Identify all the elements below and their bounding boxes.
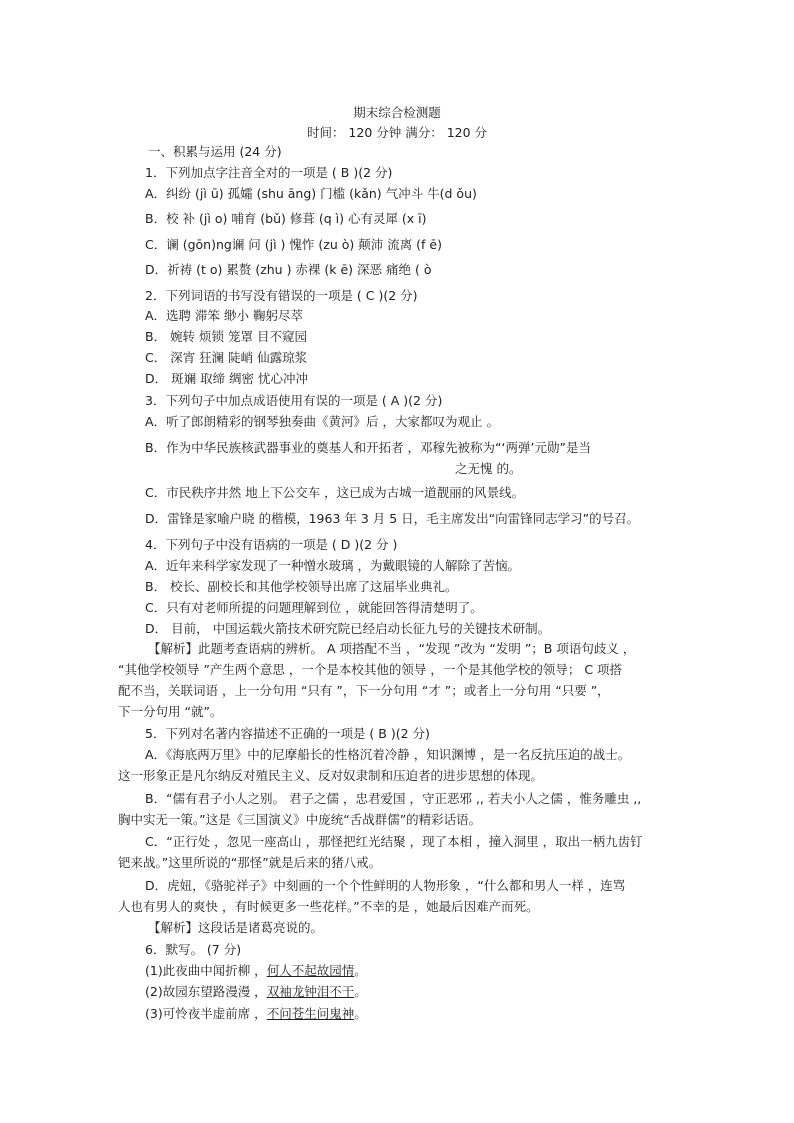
q3-option-c: C．市民秩序井然 地上下公交车 ，这已成为古城一道靓丽的风景线。 bbox=[145, 485, 525, 500]
q6-line-3-answer: 不问苍生问鬼神 bbox=[266, 1006, 355, 1021]
q3-option-d: D．雷锋是家喻户晓 的楷模，1963 年 3 月 5 日，毛主席发出“向雷锋同志学习”的号召。 bbox=[145, 511, 640, 526]
q3-option-a: A．听了郎朗精彩的钢琴独奏曲《黄河》后 ，大家都叹为观止 。 bbox=[145, 414, 499, 429]
exam-time-score: 时间： 120 分钟 满分： 120 分 bbox=[306, 125, 488, 140]
exam-title: 期末综合检测题 bbox=[353, 105, 441, 120]
q4-analysis-3: 配不当，关联词语 ，上一分句用 “只有 ”，下一分句用 “才 ”；或者上一分句用 “只要 ”， bbox=[118, 683, 610, 698]
q1-option-a: A．纠纷 (jì ū) 孤孀 (shu āng) 门槛 (kǎn) 气冲斗 牛(d ǒu) bbox=[145, 186, 477, 201]
q4-option-c: C．只有对老师所提的问题理解到位 ，就能回答得清楚明了。 bbox=[145, 600, 483, 615]
q5-option-c: C．“正行处 ，忽见一座高山 ，那怪把红光结聚 ，现了本相 ，撞入洞里 ，取出一柄九齿钉 bbox=[145, 834, 643, 849]
q4-option-a: A．近年来科学家发现了一种憎水玻璃 ，为戴眼镜的人解除了苦恼。 bbox=[145, 558, 521, 573]
q5-option-b: B．“儒有君子小人之别。 君子之儒 ，忠君爱国 ，守正恶邪 ,, 若夫小人之儒 ，惟务雕虫 ,, bbox=[145, 791, 642, 806]
q6-line-2 bbox=[145, 984, 367, 1000]
question-4-stem: 4．下列句子中没有语病的一项是 ( D )(2 分 ) bbox=[145, 537, 398, 552]
q6-line-3-end: 。 bbox=[354, 1006, 367, 1021]
q5-option-c-cont: 钯来战。”这里所说的“那怪”就是后来的猪八戒。 bbox=[118, 855, 382, 870]
q4-analysis-4: 下一分句用 “就”。 bbox=[118, 704, 223, 719]
q2-option-b: B． 婉转 烦锁 笼罩 目不窥园 bbox=[145, 329, 307, 344]
q3-option-b: B．作为中华民族核武器事业的奠基人和开拓者 ，邓稼先被称为“‘两弹’元勋”是当 bbox=[145, 440, 591, 455]
q6-line-2-prompt: (2)故园东望路漫漫 ， bbox=[145, 984, 267, 999]
q3-option-b-cont: 之无愧 的。 bbox=[455, 461, 522, 476]
question-2-stem: 2．下列词语的书写没有错误的一项是 ( C )(2 分) bbox=[145, 288, 418, 303]
q5-option-d: D．虎妞，《骆驼祥子》中刻画的一个个性鲜明的人物形象 ，“什么都和男人一样 ，连骂 bbox=[145, 878, 626, 893]
question-3-stem: 3．下列句子中加点成语使用有误的一项是 ( A )(2 分) bbox=[145, 393, 443, 408]
q6-line-1-end: 。 bbox=[354, 963, 367, 978]
q6-line-3-prompt: (3)可怜夜半虚前席 ， bbox=[145, 1006, 267, 1021]
q1-option-b: B．校 补 (jì o) 哺育 (bǔ) 修葺 (q ì) 心有灵犀 (x ī) bbox=[145, 211, 427, 226]
q2-option-d: D． 斑斓 取缔 绸密 忧心冲冲 bbox=[145, 371, 309, 386]
q1-option-d: D．祈祷 (t o) 累赘 (zhu ) 赤裸 (k ē) 深恶 痛绝 ( ò bbox=[145, 262, 432, 277]
q1-option-c: C．谰 (gōn)ng谰 问 (jì ) 愧怍 (zu ò) 颠沛 流离 (f ē) bbox=[145, 237, 442, 252]
q4-option-d: D． 目前， 中国运载火箭技术研究院已经启动长征九号的关键技术研制。 bbox=[145, 621, 551, 636]
q6-line-2-answer: 双袖龙钟泪不干 bbox=[266, 984, 355, 999]
question-5-stem: 5．下列对名著内容描述不正确的一项是 ( B )(2 分) bbox=[145, 726, 430, 741]
q2-option-c: C． 深宵 狂澜 陡峭 仙露琼浆 bbox=[145, 350, 308, 365]
q6-line-3 bbox=[145, 1006, 367, 1022]
q4-analysis-2: “其他学校领导 ”产生两个意思 ，一个是本校其他的领导 ，一个是其他学校的领导； C 项搭 bbox=[118, 662, 623, 677]
q5-option-b-cont: 胸中实无一策。”这是《三国演义》中庞统“舌战群儒”的精彩话语。 bbox=[118, 812, 482, 827]
q5-option-d-cont: 人也有男人的爽快 ，有时候更多一些花样。”不幸的是 ，她最后因难产而死。 bbox=[118, 899, 539, 914]
q6-line-2-end: 。 bbox=[354, 984, 367, 999]
q6-line-1 bbox=[145, 963, 367, 979]
q5-option-a-cont: 这一形象正是凡尔纳反对殖民主义、反对奴隶制和压迫者的进步思想的体现。 bbox=[118, 768, 544, 783]
question-1-stem bbox=[145, 165, 392, 181]
q6-line-1-prompt: (1)此夜曲中闻折柳 ， bbox=[145, 963, 267, 978]
question-1-text: 1．下列加点字注音全对的一项是 ( B )(2 分) bbox=[145, 165, 393, 180]
q4-option-b: B． 校长、副校长和其他学校领导出席了这届毕业典礼。 bbox=[145, 579, 458, 594]
q5-analysis: 【解析】这段话是诸葛亮说的。 bbox=[148, 920, 324, 935]
section-heading: 一、积累与运用 (24 分) bbox=[148, 144, 282, 159]
q6-line-1-answer: 何人不起故园情 bbox=[266, 963, 355, 978]
q4-analysis-1: 【解析】此题考查语病的辨析。 A 项搭配不当 ，“发现 ”改为 “发明 ”；B 项语句歧义 ， bbox=[148, 641, 636, 656]
q5-option-a: A．《海底两万里》中的尼摩船长的性格沉着冷静 ，知识渊博 ，是一名反抗压迫的战士。 bbox=[145, 747, 631, 762]
question-6-stem: 6．默写。 (7 分) bbox=[145, 942, 242, 957]
q2-option-a: A．选聘 滞笨 缈小 鞠躬尽萃 bbox=[145, 308, 303, 323]
